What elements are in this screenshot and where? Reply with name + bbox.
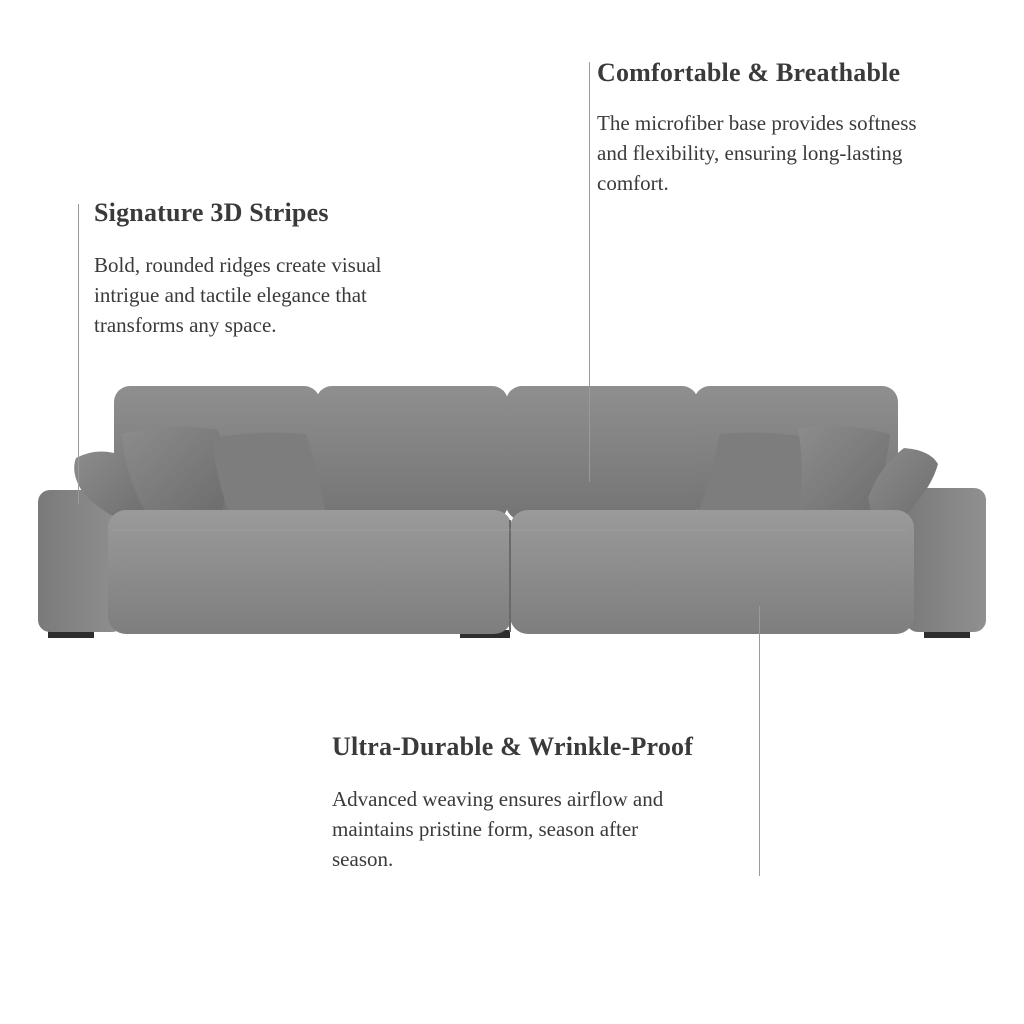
feature-breathable-title: Comfortable & Breathable <box>597 58 901 87</box>
seat-cushion-left <box>108 510 512 634</box>
feature-stripes-description: Bold, rounded ridges create visual intrigue and tactile elegance that transforms any space. <box>94 253 382 337</box>
feature-durable-title: Ultra-Durable & Wrinkle-Proof <box>332 732 694 761</box>
leader-line-stripes <box>78 204 79 504</box>
feature-durable <box>332 732 772 874</box>
feature-durable-description: Advanced weaving ensures airflow and maintains pristine form, season after season. <box>332 787 664 871</box>
back-cushion-3 <box>506 386 698 520</box>
feature-breathable-description: The microfiber base provides softness and flexibility, ensuring long-lasting comfort. <box>597 111 917 195</box>
sofa-image <box>0 370 1024 660</box>
feature-breathable <box>597 58 997 198</box>
feature-stripes-title: Signature 3D Stripes <box>94 198 329 227</box>
seat-cushion-right <box>510 510 914 634</box>
leader-line-breathable <box>589 62 590 482</box>
arm-right <box>906 488 986 632</box>
pillow-left-3 <box>212 433 326 520</box>
back-cushion-2 <box>316 386 508 520</box>
feature-stripes <box>94 198 394 340</box>
